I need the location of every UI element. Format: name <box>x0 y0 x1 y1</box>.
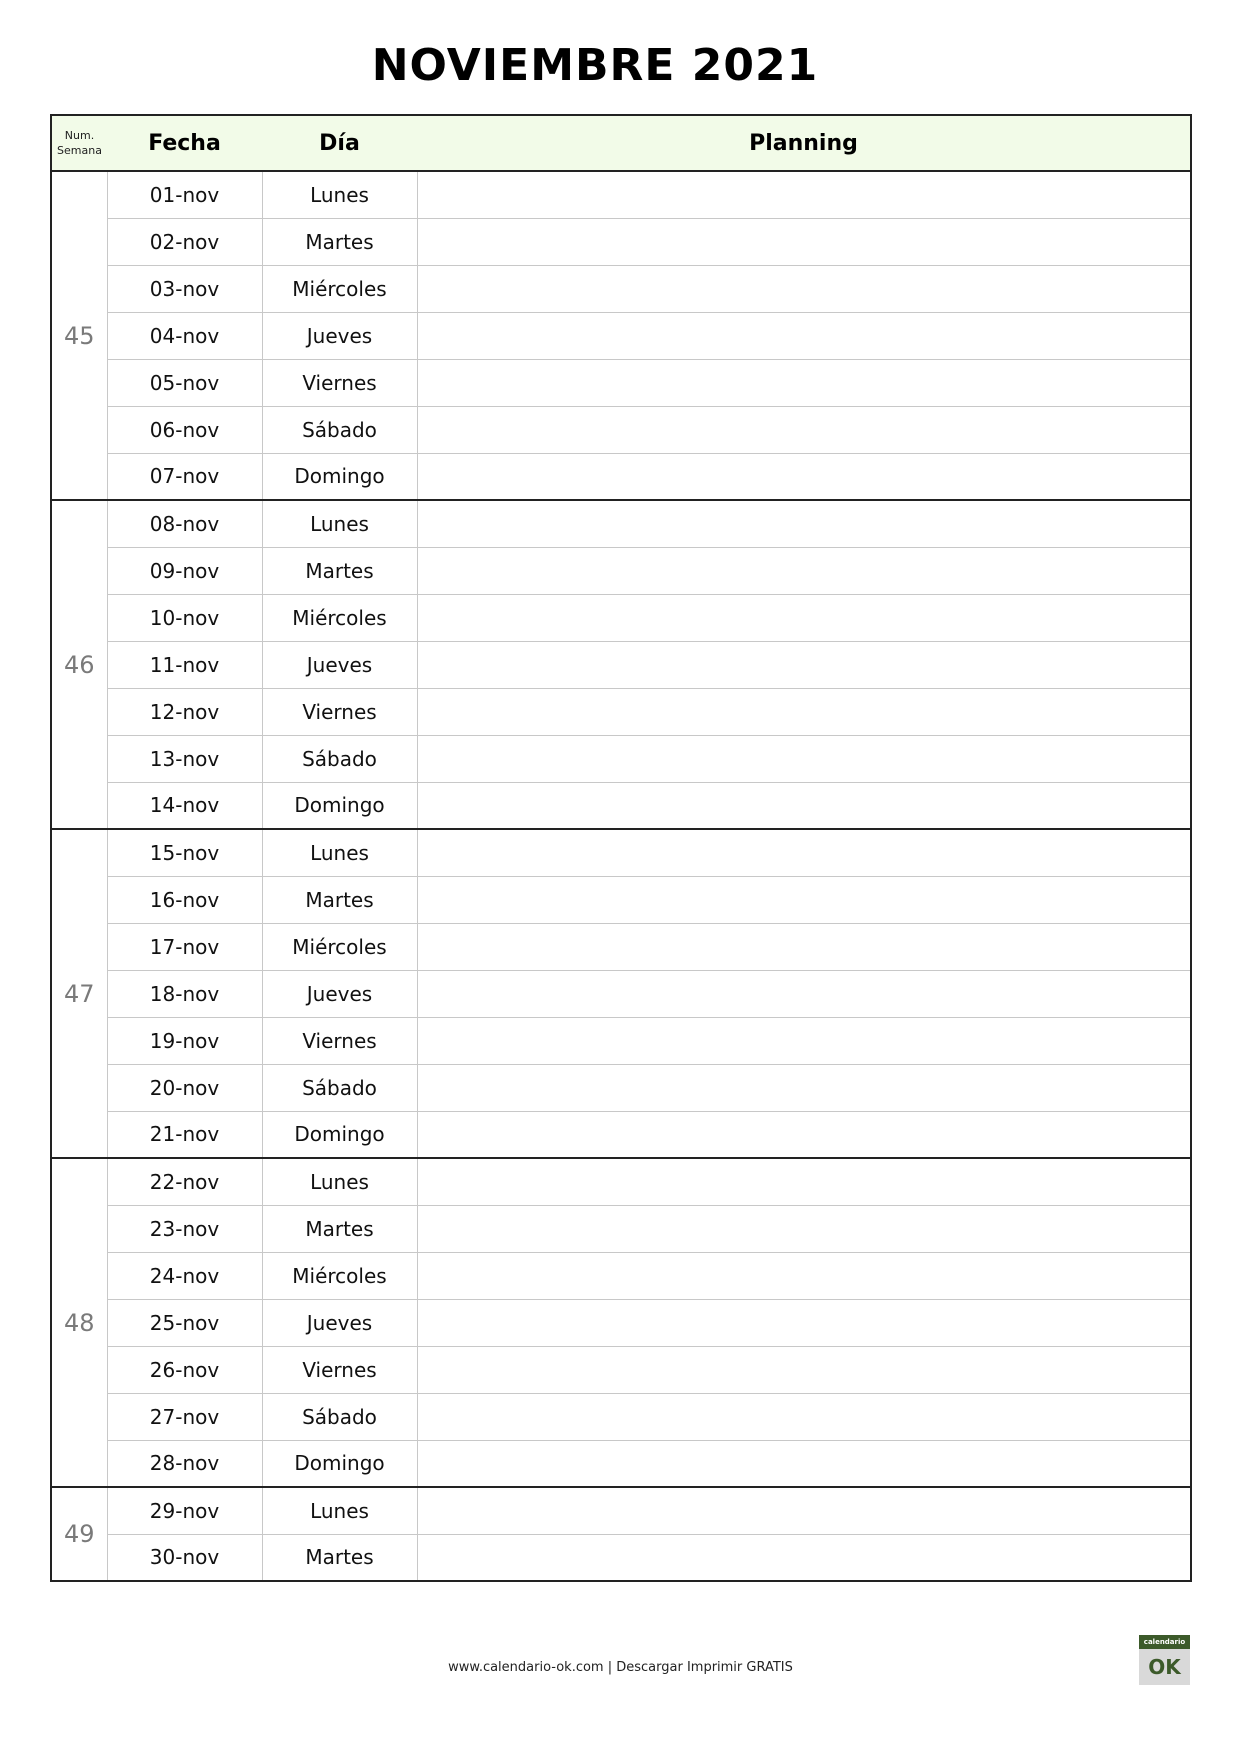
planning-cell[interactable] <box>417 453 1191 500</box>
day-row <box>51 500 1191 547</box>
weekday-cell: Lunes <box>262 500 417 547</box>
date-cell: 30-nov <box>107 1534 262 1581</box>
day-row <box>51 1111 1191 1158</box>
planning-cell[interactable] <box>417 970 1191 1017</box>
day-row <box>51 782 1191 829</box>
logo-top-text: calendario <box>1139 1635 1190 1649</box>
day-row <box>51 218 1191 265</box>
day-row <box>51 406 1191 453</box>
planning-cell[interactable] <box>417 1158 1191 1205</box>
day-row <box>51 1487 1191 1534</box>
date-cell: 28-nov <box>107 1440 262 1487</box>
planning-cell[interactable] <box>417 218 1191 265</box>
planner-table <box>50 114 1192 1582</box>
planning-cell[interactable] <box>417 641 1191 688</box>
planning-cell[interactable] <box>417 1111 1191 1158</box>
date-cell: 21-nov <box>107 1111 262 1158</box>
date-cell: 08-nov <box>107 500 262 547</box>
planning-cell[interactable] <box>417 829 1191 876</box>
day-row <box>51 1017 1191 1064</box>
calendario-ok-logo[interactable] <box>1139 1635 1190 1685</box>
weekday-cell: Martes <box>262 218 417 265</box>
weekday-cell: Martes <box>262 547 417 594</box>
week-number: 47 <box>51 829 107 1158</box>
page-title: NOVIEMBRE 2021 <box>371 40 819 91</box>
weekday-cell: Lunes <box>262 829 417 876</box>
date-cell: 26-nov <box>107 1346 262 1393</box>
date-cell: 07-nov <box>107 453 262 500</box>
day-row <box>51 1064 1191 1111</box>
planning-cell[interactable] <box>417 1017 1191 1064</box>
planning-cell[interactable] <box>417 594 1191 641</box>
planning-cell[interactable] <box>417 171 1191 218</box>
day-row <box>51 547 1191 594</box>
planning-cell[interactable] <box>417 547 1191 594</box>
footer-text[interactable]: www.calendario-ok.com | Descargar Imprimir GRATIS <box>448 1660 793 1675</box>
day-row <box>51 688 1191 735</box>
weekday-cell: Miércoles <box>262 1252 417 1299</box>
day-row <box>51 1252 1191 1299</box>
planning-cell[interactable] <box>417 312 1191 359</box>
weekday-cell: Domingo <box>262 1440 417 1487</box>
planning-cell[interactable] <box>417 735 1191 782</box>
day-row <box>51 171 1191 218</box>
weekday-cell: Jueves <box>262 970 417 1017</box>
date-cell: 22-nov <box>107 1158 262 1205</box>
week-number: 49 <box>51 1487 107 1581</box>
date-cell: 16-nov <box>107 876 262 923</box>
day-row <box>51 923 1191 970</box>
weekday-cell: Viernes <box>262 688 417 735</box>
date-cell: 29-nov <box>107 1487 262 1534</box>
planning-cell[interactable] <box>417 1440 1191 1487</box>
day-row <box>51 1393 1191 1440</box>
day-row <box>51 1205 1191 1252</box>
weekday-cell: Sábado <box>262 1393 417 1440</box>
planner-body <box>51 171 1191 1581</box>
date-cell: 20-nov <box>107 1064 262 1111</box>
date-cell: 09-nov <box>107 547 262 594</box>
weekday-cell: Lunes <box>262 1158 417 1205</box>
day-row <box>51 359 1191 406</box>
planning-cell[interactable] <box>417 1346 1191 1393</box>
date-cell: 23-nov <box>107 1205 262 1252</box>
date-cell: 01-nov <box>107 171 262 218</box>
weekday-cell: Domingo <box>262 1111 417 1158</box>
day-row <box>51 265 1191 312</box>
header-semana-label: Semana <box>57 144 102 157</box>
weekday-cell: Miércoles <box>262 265 417 312</box>
weekday-cell: Sábado <box>262 1064 417 1111</box>
week-number: 45 <box>51 171 107 500</box>
day-row <box>51 312 1191 359</box>
date-cell: 02-nov <box>107 218 262 265</box>
planning-cell[interactable] <box>417 782 1191 829</box>
date-cell: 24-nov <box>107 1252 262 1299</box>
planning-cell[interactable] <box>417 1534 1191 1581</box>
planning-cell[interactable] <box>417 500 1191 547</box>
weekday-cell: Lunes <box>262 1487 417 1534</box>
header-dia: Día <box>262 115 417 171</box>
planning-cell[interactable] <box>417 876 1191 923</box>
week-number: 46 <box>51 500 107 829</box>
weekday-cell: Sábado <box>262 735 417 782</box>
weekday-cell: Martes <box>262 1205 417 1252</box>
date-cell: 05-nov <box>107 359 262 406</box>
date-cell: 25-nov <box>107 1299 262 1346</box>
header-planning: Planning <box>417 115 1191 171</box>
date-cell: 06-nov <box>107 406 262 453</box>
weekday-cell: Sábado <box>262 406 417 453</box>
day-row <box>51 1158 1191 1205</box>
planning-cell[interactable] <box>417 265 1191 312</box>
weekday-cell: Miércoles <box>262 594 417 641</box>
header-fecha: Fecha <box>107 115 262 171</box>
date-cell: 03-nov <box>107 265 262 312</box>
weekday-cell: Viernes <box>262 1017 417 1064</box>
weekday-cell: Lunes <box>262 171 417 218</box>
weekday-cell: Jueves <box>262 312 417 359</box>
day-row <box>51 876 1191 923</box>
day-row <box>51 641 1191 688</box>
planning-cell[interactable] <box>417 406 1191 453</box>
header-num-label: Num. <box>64 129 95 142</box>
date-cell: 12-nov <box>107 688 262 735</box>
logo-ok-text: OK <box>1148 1655 1181 1679</box>
planning-cell[interactable] <box>417 1299 1191 1346</box>
planning-cell[interactable] <box>417 1393 1191 1440</box>
week-number: 48 <box>51 1158 107 1487</box>
date-cell: 10-nov <box>107 594 262 641</box>
weekday-cell: Miércoles <box>262 923 417 970</box>
date-cell: 27-nov <box>107 1393 262 1440</box>
date-cell: 13-nov <box>107 735 262 782</box>
header-row <box>51 115 1191 171</box>
date-cell: 18-nov <box>107 970 262 1017</box>
weekday-cell: Viernes <box>262 359 417 406</box>
planning-cell[interactable] <box>417 1064 1191 1111</box>
weekday-cell: Jueves <box>262 641 417 688</box>
planning-cell[interactable] <box>417 1487 1191 1534</box>
day-row <box>51 453 1191 500</box>
date-cell: 04-nov <box>107 312 262 359</box>
header-week-number <box>51 115 107 171</box>
date-cell: 11-nov <box>107 641 262 688</box>
day-row <box>51 1299 1191 1346</box>
day-row <box>51 735 1191 782</box>
day-row <box>51 1534 1191 1581</box>
date-cell: 15-nov <box>107 829 262 876</box>
planning-cell[interactable] <box>417 923 1191 970</box>
weekday-cell: Jueves <box>262 1299 417 1346</box>
weekday-cell: Viernes <box>262 1346 417 1393</box>
weekday-cell: Martes <box>262 1534 417 1581</box>
weekday-cell: Domingo <box>262 453 417 500</box>
planning-cell[interactable] <box>417 688 1191 735</box>
date-cell: 19-nov <box>107 1017 262 1064</box>
planning-cell[interactable] <box>417 1252 1191 1299</box>
weekday-cell: Domingo <box>262 782 417 829</box>
day-row <box>51 1346 1191 1393</box>
planning-cell[interactable] <box>417 359 1191 406</box>
planning-cell[interactable] <box>417 1205 1191 1252</box>
day-row <box>51 594 1191 641</box>
date-cell: 17-nov <box>107 923 262 970</box>
date-cell: 14-nov <box>107 782 262 829</box>
weekday-cell: Martes <box>262 876 417 923</box>
day-row <box>51 970 1191 1017</box>
day-row <box>51 1440 1191 1487</box>
day-row <box>51 829 1191 876</box>
